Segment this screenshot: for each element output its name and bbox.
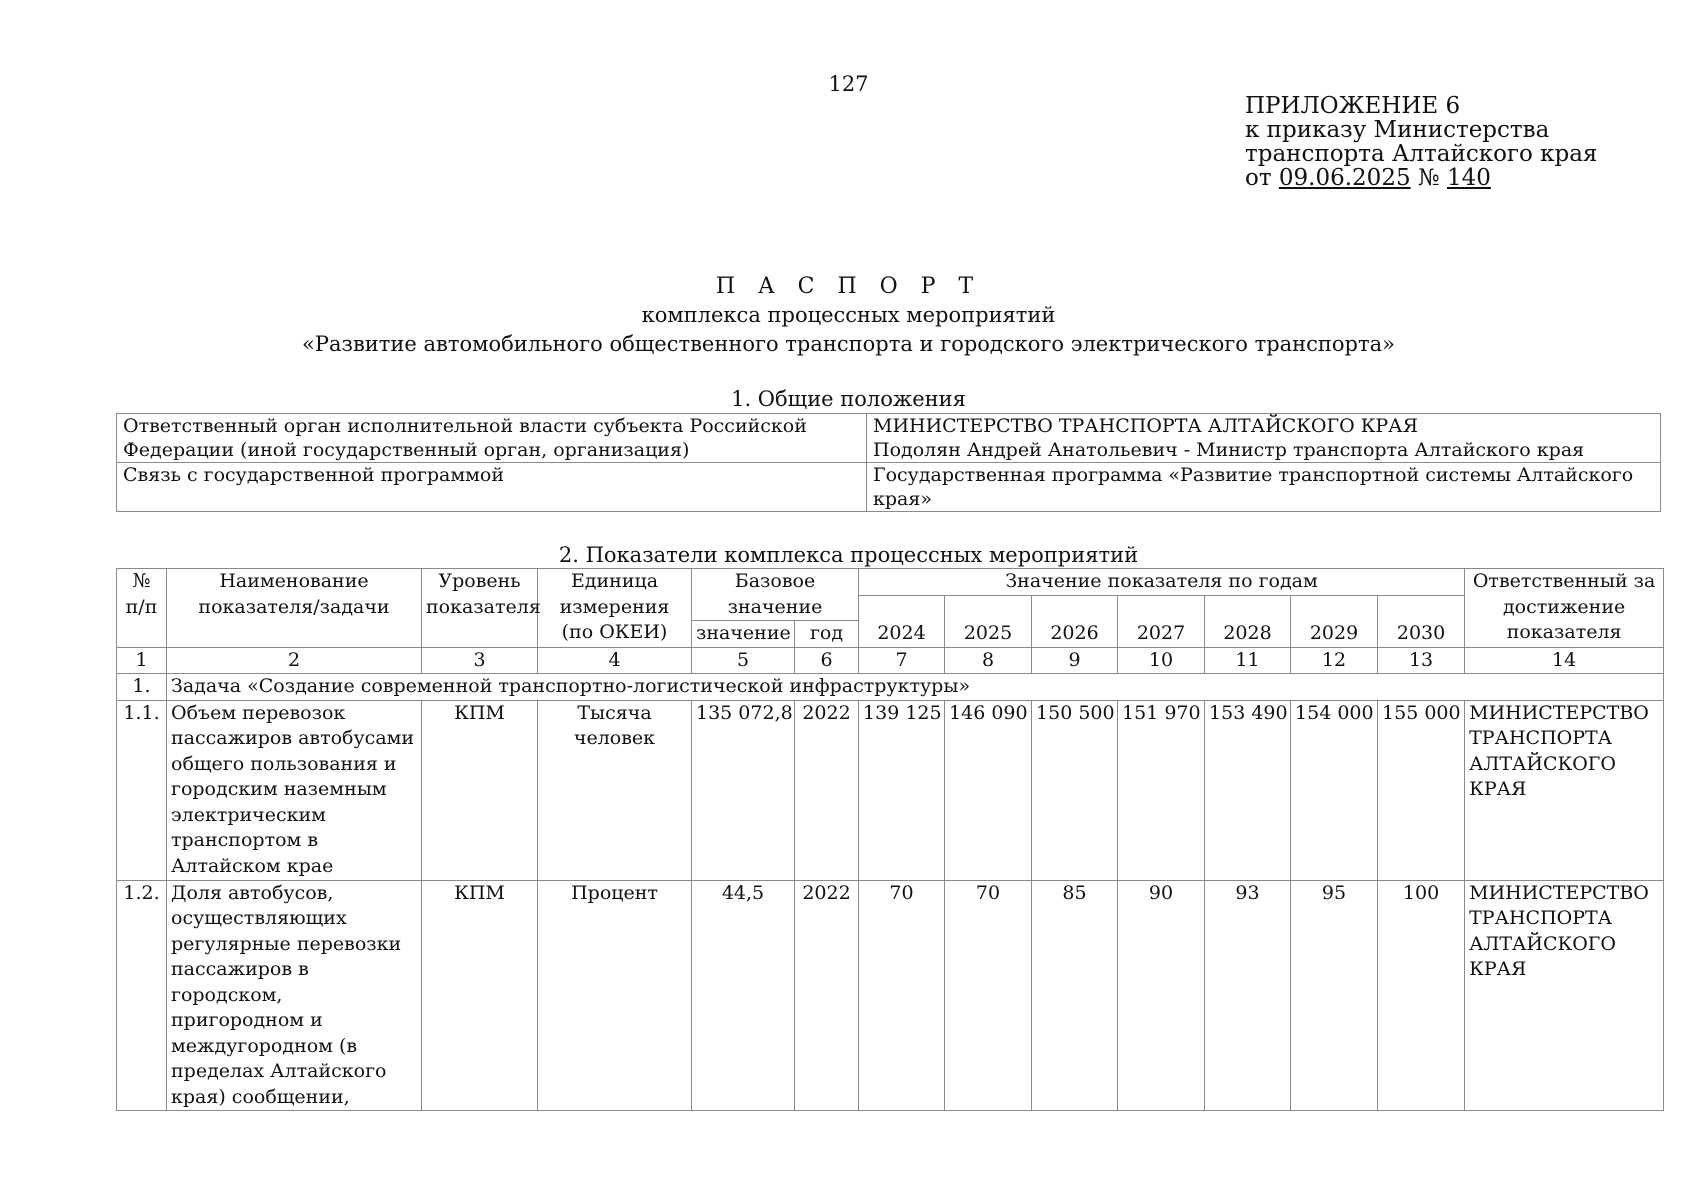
row-responsible-line: МИНИСТЕРСТВО [1469, 701, 1649, 724]
header-row [117, 569, 1664, 596]
indicators-table [116, 568, 1664, 1111]
appendix-number: 140 [1446, 165, 1491, 191]
general-label-line: Федерации (иной государственный орган, организация) [123, 439, 690, 461]
col-number: 9 [1032, 647, 1118, 674]
row-unit [538, 700, 692, 880]
col-number: 4 [538, 647, 692, 674]
col-number: 2 [167, 647, 422, 674]
row-name-line: транспортом в [171, 829, 319, 851]
header-line: Базовое [734, 570, 816, 592]
row-value-2029: 154 000 [1291, 700, 1378, 880]
col-number: 12 [1291, 647, 1378, 674]
row-level: КПМ [422, 700, 538, 880]
row-value-2027: 90 [1118, 880, 1205, 1111]
row-responsible-line: ТРАНСПОРТА [1469, 727, 1613, 749]
header-year-2026: 2026 [1032, 595, 1118, 647]
row-unit [538, 880, 692, 1111]
header-year-2028: 2028 [1205, 595, 1291, 647]
header-responsible [1465, 569, 1664, 648]
row-level: КПМ [422, 880, 538, 1111]
header-num [117, 569, 167, 648]
header-line: Ответственный за [1472, 570, 1656, 592]
header-line: достижение [1502, 595, 1626, 618]
appendix-line-2: к приказу Министерства [1245, 117, 1550, 143]
row-value-2025: 70 [945, 880, 1032, 1111]
header-years-group: Значение показателя по годам [859, 569, 1465, 596]
row-value-2026: 85 [1032, 880, 1118, 1111]
row-responsible-line: КРАЯ [1469, 778, 1527, 800]
row-responsible-line: АЛТАЙСКОГО [1469, 932, 1616, 955]
row-name-line: осуществляющих [171, 907, 347, 929]
section-2-title: 2. Показатели комплекса процессных мероприятий [558, 543, 1139, 567]
row-name-line: регулярные перевозки [171, 932, 402, 955]
row-value-2024: 139 125 [859, 700, 945, 880]
row-base-value: 135 072,8 [692, 700, 795, 880]
appendix-order-line [1245, 166, 1597, 190]
header-year-2024: 2024 [859, 595, 945, 647]
header-line: показателя [426, 595, 541, 618]
col-number: 14 [1465, 647, 1664, 674]
row-name [167, 700, 422, 880]
row-value-2030: 100 [1378, 880, 1465, 1111]
row-name [167, 880, 422, 1111]
header-line: показателя [1506, 621, 1622, 643]
header-unit [538, 569, 692, 648]
table-row [117, 700, 1664, 880]
page-number: 127 [828, 72, 869, 96]
row-name-line: края) сообщении, [171, 1085, 350, 1108]
general-value-line: Подолян Андрей Анатольевич - Министр транспорта Алтайского края [873, 439, 1585, 461]
header-line: Уровень [438, 570, 521, 592]
header-line: (по ОКЕИ) [561, 621, 668, 643]
table-row [117, 463, 1661, 512]
row-num: 1.2. [117, 880, 167, 1111]
general-value-cell [867, 414, 1661, 463]
col-number: 3 [422, 647, 538, 674]
row-responsible-line: МИНИСТЕРСТВО [1469, 881, 1649, 904]
row-base-year: 2022 [795, 700, 859, 880]
row-value-2028: 153 490 [1205, 700, 1291, 880]
row-name-line: электрическим [171, 803, 326, 826]
passport-heading [0, 273, 1697, 359]
table-row [117, 880, 1664, 1111]
header-line: показателя/задачи [198, 595, 390, 618]
row-num: 1.1. [117, 700, 167, 880]
header-line: п/п [125, 595, 158, 618]
header-line: значение [727, 595, 823, 618]
row-unit-line: Тысяча [577, 701, 652, 724]
row-name-line: пригородном и [171, 1009, 323, 1031]
col-number: 8 [945, 647, 1032, 674]
row-responsible-line: АЛТАЙСКОГО [1469, 752, 1616, 775]
header-base [692, 569, 859, 621]
appendix-date: 09.06.2025 [1278, 165, 1411, 191]
header-line: № [132, 570, 151, 592]
row-base-year: 2022 [795, 880, 859, 1111]
row-name-line: Доля автобусов, [171, 881, 334, 904]
general-provisions-table [116, 413, 1661, 512]
header-line: измерения [559, 595, 670, 618]
appendix-block [1245, 94, 1597, 190]
row-value-2030: 155 000 [1378, 700, 1465, 880]
appendix-title: ПРИЛОЖЕНИЕ 6 [1245, 93, 1461, 119]
row-name-line: городским наземным [171, 778, 387, 800]
appendix-line-3: транспорта Алтайского края [1245, 141, 1598, 167]
section-1-title: 1. Общие положения [731, 387, 966, 411]
row-value-2026: 150 500 [1032, 700, 1118, 880]
row-value-2028: 93 [1205, 880, 1291, 1111]
table-row [117, 414, 1661, 463]
header-base-value: значение [692, 621, 795, 648]
task-row [117, 674, 1664, 701]
task-text: Задача «Создание современной транспортно-логистической инфраструктуры» [167, 674, 1664, 701]
header-year-2030: 2030 [1378, 595, 1465, 647]
header-line: Единица [570, 570, 659, 592]
passport-name: «Развитие автомобильного общественного транспорта и городского электрического транспорта» [302, 332, 1395, 356]
col-number: 11 [1205, 647, 1291, 674]
row-name-line: пределах Алтайского [171, 1060, 387, 1082]
appendix-prefix: от [1245, 165, 1272, 191]
row-name-line: междугородном (в [171, 1034, 358, 1057]
row-value-2024: 70 [859, 880, 945, 1111]
row-value-2027: 151 970 [1118, 700, 1205, 880]
row-responsible [1465, 700, 1664, 880]
row-name-line: Объем перевозок [171, 701, 346, 724]
row-name-line: пассажиров в городском, [171, 958, 309, 1006]
row-name-line: общего пользования и [171, 752, 397, 775]
header-base-year: год [795, 621, 859, 648]
column-number-row [117, 647, 1664, 674]
general-label-line: Ответственный орган исполнительной власти субъекта Российской [123, 415, 807, 437]
passport-title: П А С П О Р Т [715, 274, 982, 299]
task-num: 1. [117, 674, 167, 701]
row-responsible-line: ТРАНСПОРТА [1469, 907, 1613, 929]
col-number: 5 [692, 647, 795, 674]
row-value-2029: 95 [1291, 880, 1378, 1111]
general-label-cell [117, 414, 867, 463]
col-number: 7 [859, 647, 945, 674]
col-number: 10 [1118, 647, 1205, 674]
appendix-number-sign: № [1417, 165, 1440, 191]
row-name-line: Алтайском крае [171, 854, 334, 877]
row-responsible-line: КРАЯ [1469, 958, 1527, 980]
row-value-2025: 146 090 [945, 700, 1032, 880]
row-base-value: 44,5 [692, 880, 795, 1111]
general-value-cell: Государственная программа «Развитие транспортной системы Алтайского края» [867, 463, 1661, 512]
row-unit-line: человек [573, 727, 656, 749]
general-value-line: МИНИСТЕРСТВО ТРАНСПОРТА АЛТАЙСКОГО КРАЯ [873, 415, 1418, 437]
col-number: 13 [1378, 647, 1465, 674]
header-name [167, 569, 422, 648]
header-year-2029: 2029 [1291, 595, 1378, 647]
header-level [422, 569, 541, 648]
row-unit-line: Процент [571, 881, 658, 904]
col-number: 6 [795, 647, 859, 674]
col-number: 1 [117, 647, 167, 674]
header-year-2025: 2025 [945, 595, 1032, 647]
header-line: Наименование [219, 570, 369, 592]
header-year-2027: 2027 [1118, 595, 1205, 647]
general-label-cell: Связь с государственной программой [117, 463, 867, 512]
row-responsible [1465, 880, 1664, 1111]
passport-subtitle: комплекса процессных мероприятий [641, 303, 1056, 327]
row-name-line: пассажиров автобусами [171, 727, 415, 749]
